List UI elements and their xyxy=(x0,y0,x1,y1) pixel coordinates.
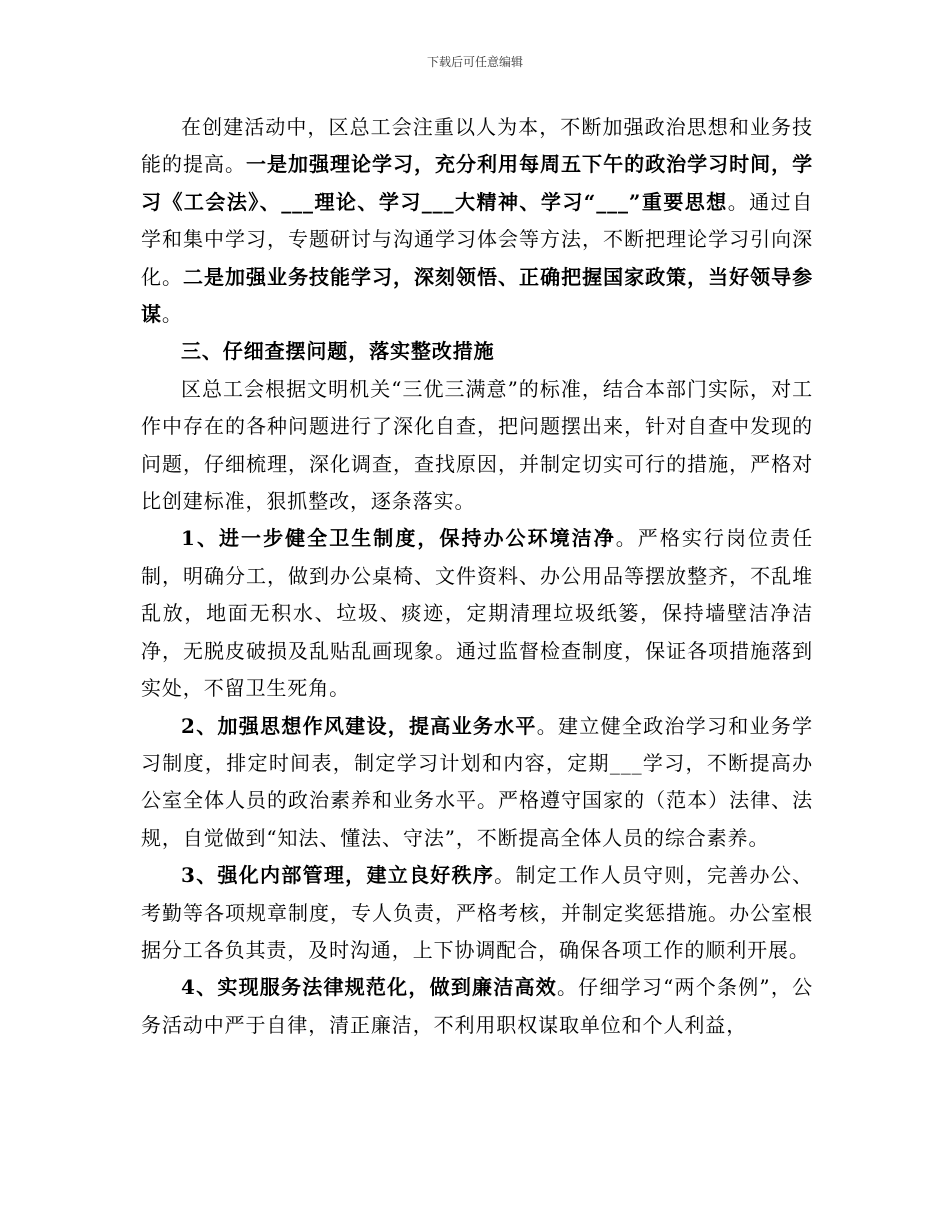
item-title: 2、加强思想作风建设，提高业务水平 xyxy=(181,713,537,738)
paragraph-item-4 xyxy=(141,969,813,1044)
paragraph-item-3 xyxy=(141,857,813,969)
item-title: 3、强化内部管理，建立良好秩序 xyxy=(181,863,495,888)
item-title: 4、实现服务法律规范化，做到廉洁高效 xyxy=(181,975,557,1000)
item-title: 1、进一步健全卫生制度，保持办公环境洁净 xyxy=(181,526,616,551)
document-body xyxy=(141,109,813,1044)
text-run: 在创建活动中，区总工会注重以人为本，不断加强政治思想和业务技能的提高。 xyxy=(141,115,813,177)
paragraph-item-2 xyxy=(141,708,813,858)
text-run: 。 xyxy=(161,302,183,327)
section-heading xyxy=(141,333,813,370)
text-run: 。制定工作人员守则，完善办公、考勤等各项规章制度，专人负责，严格考核，并制定奖惩措施。办公室根据分工各负其责，及时沟通，上下协调配合，确保各项工作的顺利开展。 xyxy=(141,863,814,962)
paragraph-item-1 xyxy=(141,520,813,707)
text-run: 。通过自学和集中学习，专题研讨与沟通学习体会等方法，不断把理论学习引向深化。 xyxy=(141,189,813,289)
paragraph-overview xyxy=(141,371,813,521)
text-run: 区总工会根据文明机关“三优三满意”的标准，结合本部门实际，对工作中存在的各种问题进行了深化自查，把问题摆出来，针对自查中发现的问题，仔细梳理，深化调查，查找原因，并制定切实可行的措施，严格对比创建标准，狠抓整改，逐条落实。 xyxy=(141,376,813,514)
heading-text: 三、仔细查摆问题，落实整改措施 xyxy=(181,339,495,364)
page-header: 下载后可任意编辑 xyxy=(426,55,523,69)
bold-run: 一是加强理论学习，充分利用每周五下午的政治学习时间，学习《工会法》、___理论、学习___大精神、学习“___”重要思想 xyxy=(141,152,813,214)
text-run: 。建立健全政治学习和业务学习制度，排定时间表，制定学习计划和内容，定期___学习，不断提高办公室全体人员的政治素养和业务水平。严格遵守国家的（范本）法律、法规，自觉做到“知法、懂法、守法”，不断提高全体人员的综合素养。 xyxy=(141,713,814,850)
text-run: 。仔细学习“两个条例”，公务活动中严于自律，清正廉洁，不利用职权谋取单位和个人利益， xyxy=(141,975,813,1037)
text-run: 。严格实行岗位责任制，明确分工，做到办公桌椅、文件资料、办公用品等摆放整齐，不乱堆乱放，地面无积水、垃圾、痰迹，定期清理垃圾纸篓，保持墙壁洁净洁净，无脱皮破损及乱贴乱画现象。通过监督检查制度，保证各项措施落到实处，不留卫生死角。 xyxy=(141,526,813,701)
paragraph-intro xyxy=(141,109,813,333)
bold-run: 二是加强业务技能学习，深刻领悟、正确把握国家政策，当好领导参谋 xyxy=(141,264,813,327)
